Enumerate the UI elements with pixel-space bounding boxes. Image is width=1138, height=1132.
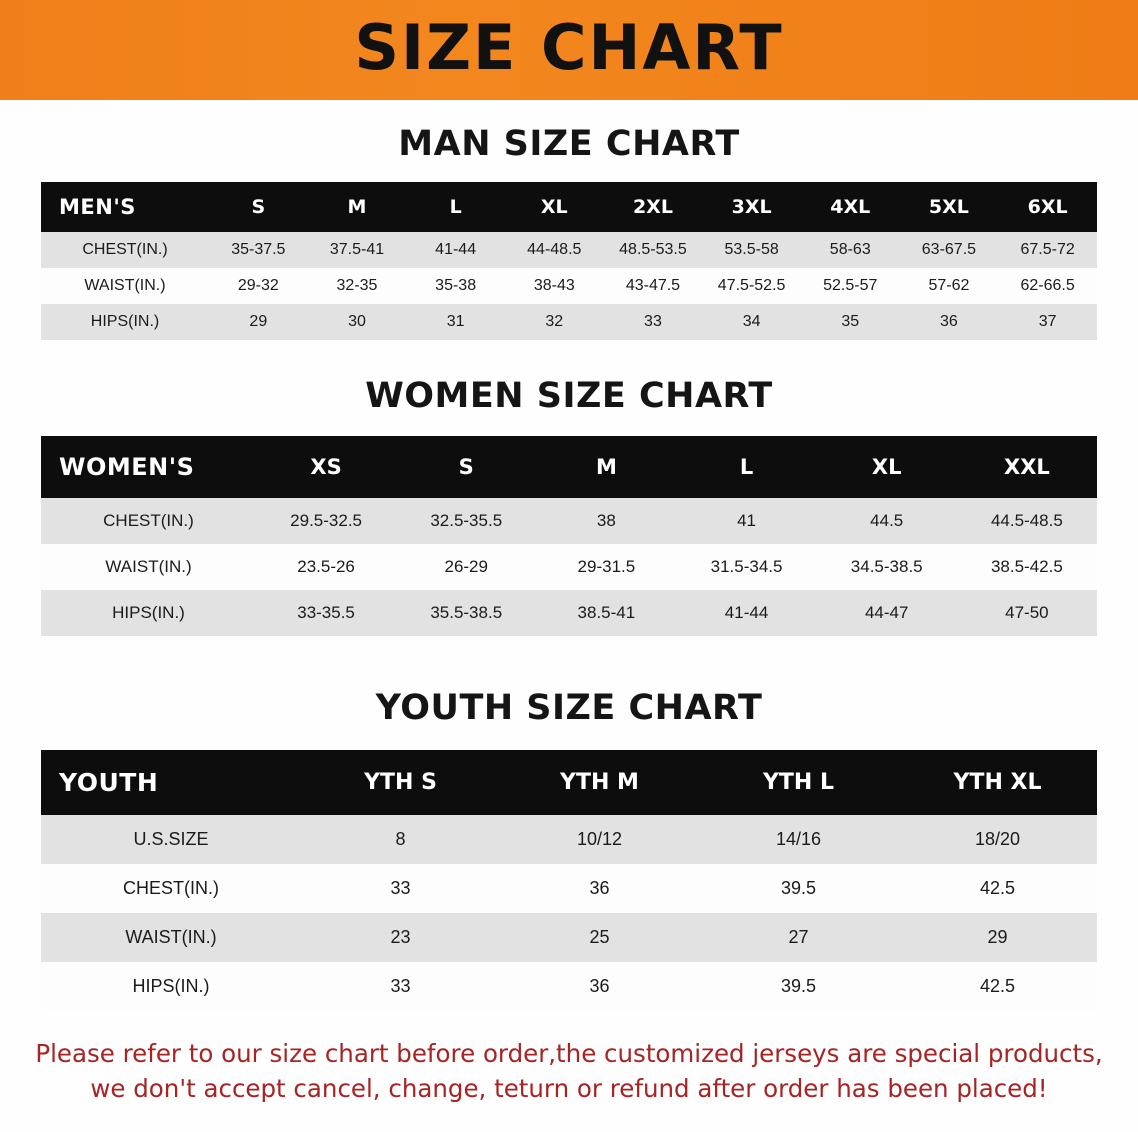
cell: 18/20 — [898, 815, 1097, 864]
table-row — [41, 864, 1097, 913]
youth-section-heading: YOUTH SIZE CHART — [375, 688, 763, 728]
table-row — [41, 544, 1097, 590]
row-label: CHEST(IN.) — [41, 864, 301, 913]
man-size-table — [41, 182, 1097, 340]
row-label: CHEST(IN.) — [41, 232, 209, 268]
col-header: L — [676, 436, 816, 498]
table-header-row — [41, 750, 1097, 815]
col-header: S — [209, 182, 308, 232]
cell: 32 — [505, 304, 604, 340]
table-header-row — [41, 436, 1097, 498]
cell: 44.5-48.5 — [957, 498, 1097, 544]
cell: 25 — [500, 913, 699, 962]
man-table-wrapper — [0, 182, 1138, 340]
table-row — [41, 498, 1097, 544]
cell: 36 — [500, 864, 699, 913]
cell: 38.5-41 — [536, 590, 676, 636]
page-title: SIZE CHART — [354, 11, 784, 84]
row-label: WAIST(IN.) — [41, 544, 256, 590]
col-header: 2XL — [604, 182, 703, 232]
cell: 30 — [308, 304, 407, 340]
cell: 10/12 — [500, 815, 699, 864]
cell: 35-37.5 — [209, 232, 308, 268]
cell: 29-31.5 — [536, 544, 676, 590]
man-section-heading: MAN SIZE CHART — [398, 124, 740, 164]
cell: 29 — [209, 304, 308, 340]
cell: 35 — [801, 304, 900, 340]
cell: 29-32 — [209, 268, 308, 304]
cell: 52.5-57 — [801, 268, 900, 304]
cell: 14/16 — [699, 815, 898, 864]
table-row — [41, 268, 1097, 304]
col-header: MEN'S — [41, 182, 209, 232]
cell: 38-43 — [505, 268, 604, 304]
cell: 43-47.5 — [604, 268, 703, 304]
col-header: YTH M — [500, 750, 699, 815]
cell: 42.5 — [898, 864, 1097, 913]
women-size-table — [41, 436, 1097, 636]
cell: 34 — [702, 304, 801, 340]
col-header: YTH S — [301, 750, 500, 815]
cell: 42.5 — [898, 962, 1097, 1011]
cell: 29 — [898, 913, 1097, 962]
cell: 31 — [406, 304, 505, 340]
table-row — [41, 232, 1097, 268]
row-label: WAIST(IN.) — [41, 268, 209, 304]
youth-size-table — [41, 750, 1097, 1011]
cell: 38 — [536, 498, 676, 544]
col-header: 4XL — [801, 182, 900, 232]
col-header: M — [536, 436, 676, 498]
col-header: XL — [817, 436, 957, 498]
col-header: YTH L — [699, 750, 898, 815]
row-label: HIPS(IN.) — [41, 962, 301, 1011]
col-header: WOMEN'S — [41, 436, 256, 498]
col-header: YOUTH — [41, 750, 301, 815]
col-header: 3XL — [702, 182, 801, 232]
col-header: L — [406, 182, 505, 232]
cell: 23 — [301, 913, 500, 962]
row-label: HIPS(IN.) — [41, 304, 209, 340]
cell: 39.5 — [699, 962, 898, 1011]
cell: 8 — [301, 815, 500, 864]
cell: 62-66.5 — [998, 268, 1097, 304]
cell: 36 — [900, 304, 999, 340]
cell: 63-67.5 — [900, 232, 999, 268]
cell: 33 — [301, 864, 500, 913]
col-header: YTH XL — [898, 750, 1097, 815]
cell: 48.5-53.5 — [604, 232, 703, 268]
cell: 33-35.5 — [256, 590, 396, 636]
table-row — [41, 913, 1097, 962]
col-header: S — [396, 436, 536, 498]
table-row — [41, 590, 1097, 636]
cell: 44.5 — [817, 498, 957, 544]
cell: 33 — [604, 304, 703, 340]
youth-table-wrapper — [0, 750, 1138, 1011]
women-table-wrapper — [0, 436, 1138, 636]
cell: 37 — [998, 304, 1097, 340]
disclaimer-line-1: Please refer to our size chart before order,the customized jerseys are special products, — [35, 1039, 1103, 1068]
disclaimer-line-2: we don't accept cancel, change, teturn or refund after order has been placed! — [90, 1073, 1048, 1103]
col-header: M — [308, 182, 407, 232]
cell: 44-48.5 — [505, 232, 604, 268]
cell: 36 — [500, 962, 699, 1011]
cell: 44-47 — [817, 590, 957, 636]
cell: 58-63 — [801, 232, 900, 268]
disclaimer-note — [34, 1037, 1104, 1107]
col-header: XS — [256, 436, 396, 498]
cell: 33 — [301, 962, 500, 1011]
cell: 34.5-38.5 — [817, 544, 957, 590]
cell: 32-35 — [308, 268, 407, 304]
row-label: WAIST(IN.) — [41, 913, 301, 962]
cell: 32.5-35.5 — [396, 498, 536, 544]
row-label: U.S.SIZE — [41, 815, 301, 864]
cell: 38.5-42.5 — [957, 544, 1097, 590]
cell: 39.5 — [699, 864, 898, 913]
table-row — [41, 962, 1097, 1011]
cell: 41-44 — [676, 590, 816, 636]
cell: 29.5-32.5 — [256, 498, 396, 544]
cell: 27 — [699, 913, 898, 962]
table-header-row — [41, 182, 1097, 232]
row-label: CHEST(IN.) — [41, 498, 256, 544]
cell: 35.5-38.5 — [396, 590, 536, 636]
cell: 47.5-52.5 — [702, 268, 801, 304]
cell: 67.5-72 — [998, 232, 1097, 268]
table-row — [41, 304, 1097, 340]
cell: 41 — [676, 498, 816, 544]
col-header: XL — [505, 182, 604, 232]
col-header: XXL — [957, 436, 1097, 498]
col-header: 5XL — [900, 182, 999, 232]
row-label: HIPS(IN.) — [41, 590, 256, 636]
cell: 53.5-58 — [702, 232, 801, 268]
table-row — [41, 815, 1097, 864]
women-section-heading: WOMEN SIZE CHART — [365, 376, 773, 416]
cell: 57-62 — [900, 268, 999, 304]
cell: 37.5-41 — [308, 232, 407, 268]
cell: 26-29 — [396, 544, 536, 590]
cell: 31.5-34.5 — [676, 544, 816, 590]
cell: 47-50 — [957, 590, 1097, 636]
col-header: 6XL — [998, 182, 1097, 232]
page-banner — [0, 0, 1138, 100]
cell: 23.5-26 — [256, 544, 396, 590]
cell: 41-44 — [406, 232, 505, 268]
cell: 35-38 — [406, 268, 505, 304]
